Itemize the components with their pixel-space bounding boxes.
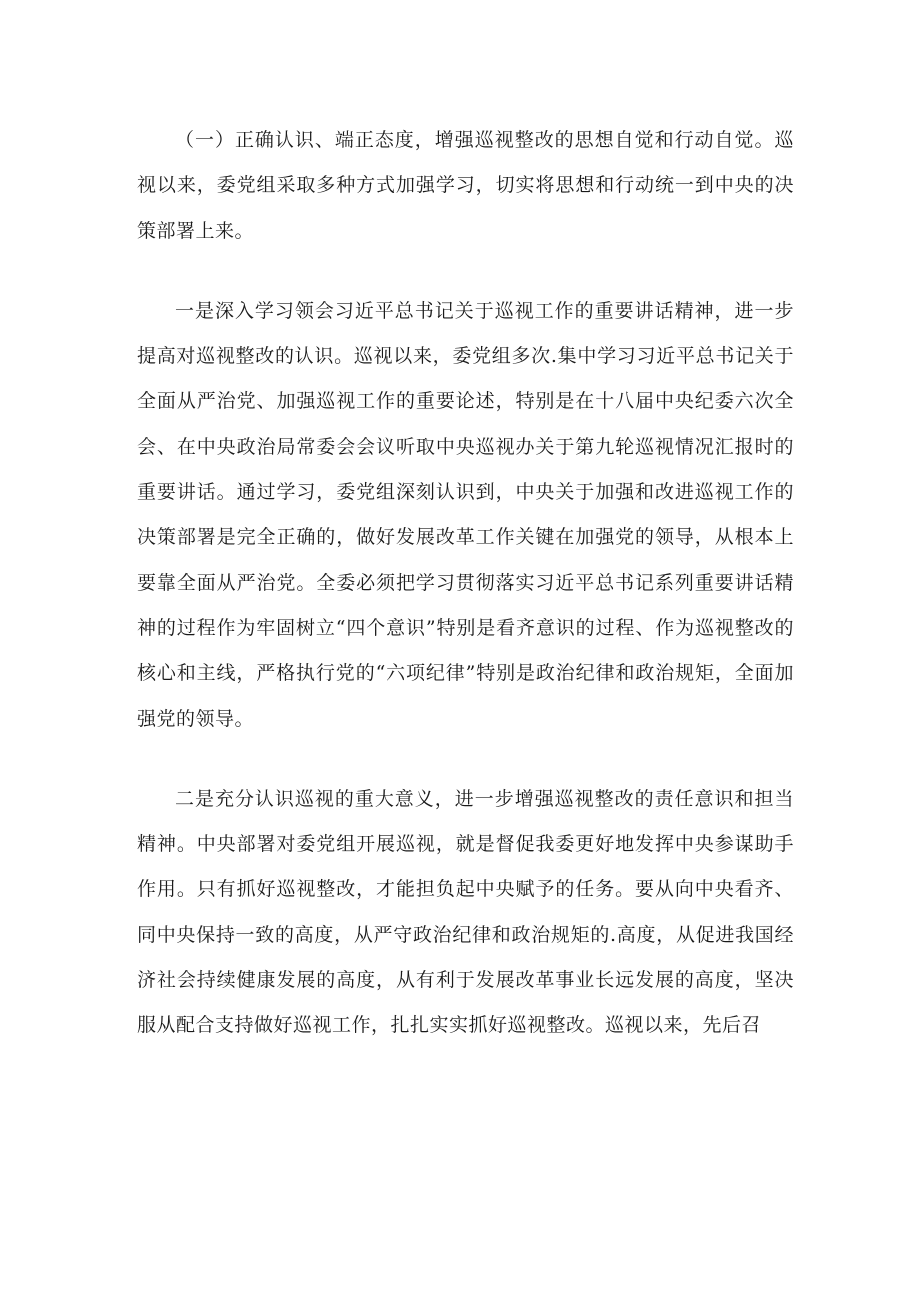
paragraph-point-one: 一是深入学习领会习近平总书记关于巡视工作的重要讲话精神，进一步提高对巡视整改的认识。巡视以来，委党组多次.集中学习习近平总书记关于全面从严治党、加强巡视工作的重要论述，特别是在十八届中央纪委六次全会、在中央政治局常委会会议听取中央巡视办关于第九轮巡视情况汇报时的重要讲话。通过学习，委党组深刻认识到，中央关于加强和改进巡视工作的决策部署是完全正确的，做好发展改革工作关键在加强党的领导，从根本上要靠全面从严治党。全委必须把学习贯彻落实习近平总书记系列重要讲话精神的过程作为牢固树立“四个意识”特别是看齐意识的过程、作为巡视整改的核心和主线，严格执行党的“六项纪律”特别是政治纪律和政治规矩，全面加强党的领导。 [137, 299, 794, 730]
paragraph-point-two: 二是充分认识巡视的重大意义，进一步增强巡视整改的责任意识和担当精神。中央部署对委党组开展巡视，就是督促我委更好地发挥中央参谋助手作用。只有抓好巡视整改，才能担负起中央赋予的任务。要从向中央看齐、同中央保持一致的高度，从严守政治纪律和政治规矩的.高度，从促进我国经济社会持续健康发展的高度，从有利于发展改革事业长远发展的高度，坚决服从配合支持做好巡视工作，扎扎实实抓好巡视整改。巡视以来，先后召 [137, 787, 794, 1037]
paragraph-section-one: （一）正确认识、端正态度，增强巡视整改的思想自觉和行动自觉。巡视以来，委党组采取多种方式加强学习，切实将思想和行动统一到中央的决策部署上来。 [137, 129, 794, 242]
document-body [137, 118, 794, 1049]
